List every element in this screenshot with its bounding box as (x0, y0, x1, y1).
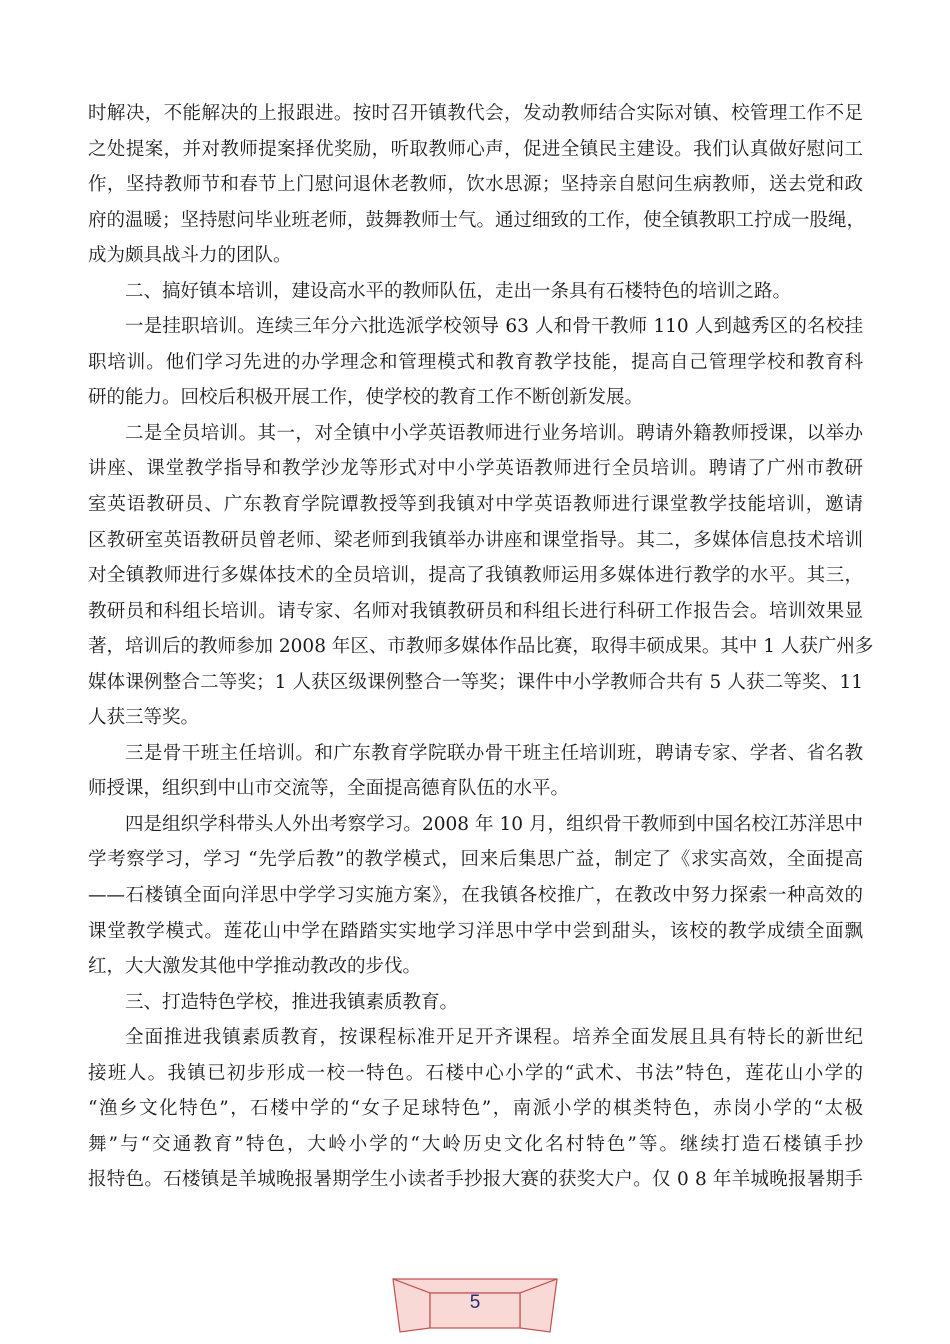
body-text (88, 96, 874, 1198)
text-line: 四是组织学科带头人外出考察学习。2008 年 10 月，组织骨干教师到中国名校江苏洋思中 (125, 813, 863, 835)
text-line: 三是骨干班主任培训。和广东教育学院联办骨干班主任培训班，聘请专家、学者、省名教 (125, 742, 863, 764)
text-line: ——石楼镇全面向洋思中学学习实施方案》，在我镇各校推广，在教改中努力探索一种高效的 (88, 885, 863, 907)
text-line: 区教研室英语教研员曾老师、梁老师到我镇举办讲座和课堂指导。其二，多媒体信息技术培训 (88, 529, 863, 551)
section-heading: 三、打造特色学校，推进我镇素质教育。 (125, 991, 459, 1013)
text-line: 对全镇教师进行多媒体技术的全员培训，提高了我镇教师运用多媒体进行教学的水平。其三， (88, 565, 863, 587)
text-line: 教研员和科组长培训。请专家、名师对我镇教研员和科组长进行科研工作报告会。培训效果显 (88, 600, 863, 622)
text-line: 时解决，不能解决的上报跟进。按时召开镇教代会，发动教师结合实际对镇、校管理工作不足 (88, 103, 863, 124)
text-line: 报特色。石楼镇是羊城晚报暑期学生小读者手抄报大赛的获奖大户。仅 0 8 年羊城晚报暑期手 (88, 1169, 863, 1191)
text-line: “渔乡文化特色”，石楼中学的“女子足球特色”，南派小学的棋类特色，赤岗小学的“太极 (88, 1098, 863, 1120)
page-number: 5 (469, 1292, 481, 1313)
text-line: 红，大大激发其他中学推动教改的步伐。 (88, 956, 422, 978)
text-line: 讲座、课堂教学指导和教学沙龙等形式对中小学英语教师进行全员培训。聘请了广州市教研 (88, 458, 863, 480)
text-line: 师授课，组织到中山市交流等，全面提高德育队伍的水平。 (88, 778, 570, 800)
text-line: 人获三等奖。 (88, 707, 200, 729)
text-line: 媒体课例整合二等奖；1 人获区级课例整合一等奖；课件中小学教师合共有 5 人获二等奖、11 (88, 671, 863, 693)
text-line: 二是全员培训。其一，对全镇中小学英语教师进行业务培训。聘请外籍教师授课，以举办 (125, 422, 863, 444)
text-line: 作，坚持教师节和春节上门慰问退休老教师，饮水思源；坚持亲自慰问生病教师，送去党和政 (88, 174, 863, 196)
text-line: 职培训。他们学习先进的办学理念和管理模式和教育教学技能，提高自己管理学校和教育科 (88, 351, 863, 373)
text-line: 全面推进我镇素质教育，按课程标准开足开齐课程。培养全面发展且具有特长的新世纪 (125, 1027, 863, 1049)
text-line: 室英语教研员、广东教育学院谭教授等到我镇对中学英语教师进行课堂教学技能培训，邀请 (88, 494, 863, 516)
text-line: 一是挂职培训。连续三年分六批选派学校领导 63 人和骨干教师 110 人到越秀区的名校挂 (125, 316, 863, 338)
text-line: 课堂教学模式。莲花山中学在踏踏实实地学习洋思中学中尝到甜头，该校的教学成绩全面飘 (88, 920, 863, 942)
text-line: 著，培训后的教师参加 2008 年区、市教师多媒体作品比赛，取得丰硕成果。其中 1 人获广州多 (88, 636, 874, 658)
text-line: 接班人。我镇已初步形成一校一特色。石楼中心小学的“武术、书法”特色，莲花山小学的 (88, 1062, 863, 1084)
text-line: 舞”与“交通教育”特色，大岭小学的“大岭历史文化名村特色”等。继续打造石楼镇手抄 (88, 1133, 863, 1155)
text-line: 成为颇具战斗力的团队。 (88, 245, 292, 267)
text-line: 学考察学习，学习 “先学后教”的教学模式，回来后集思广益，制定了《求实高效，全面提高 (88, 849, 863, 871)
section-heading: 二、搞好镇本培训，建设高水平的教师队伍，走出一条具有石楼特色的培训之路。 (125, 280, 792, 302)
text-line: 研的能力。回校后积极开展工作，使学校的教育工作不断创新发展。 (88, 387, 644, 409)
text-line: 府的温暖；坚持慰问毕业班老师，鼓舞教师士气。通过细致的工作，使全镇教职工拧成一股绳， (88, 209, 866, 231)
text-line: 之处提案，并对教师提案择优奖励，听取教师心声，促进全镇民主建设。我们认真做好慰问工 (88, 138, 863, 160)
